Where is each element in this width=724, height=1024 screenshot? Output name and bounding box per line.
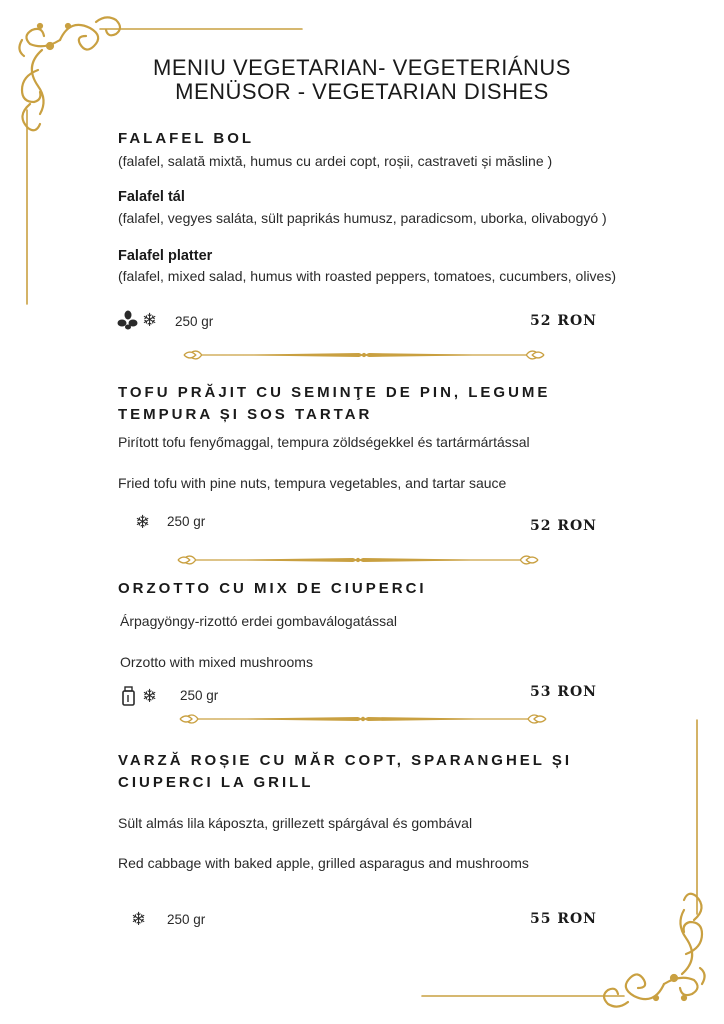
snowflake-icon: ❄ xyxy=(135,512,151,532)
dish-title: TOFU PRĂJIT CU SEMINŢE DE PIN, LEGUME TEMPURA ȘI SOS TARTAR xyxy=(118,384,551,423)
dish-weight: 250 gr xyxy=(175,314,214,329)
dish-weight: 250 gr xyxy=(180,688,219,703)
dish-title: ORZOTTO CU MIX DE CIUPERCI xyxy=(118,580,427,597)
dish-description-en: Orzotto with mixed mushrooms xyxy=(120,654,313,670)
dish-description-en: Fried tofu with pine nuts, tempura vegetables, and tartar sauce xyxy=(118,475,507,491)
dish-title-hu: Falafel tál xyxy=(118,189,185,205)
dish-description-hu: (falafel, vegyes saláta, sült paprikás humusz, paradicsom, uborka, olivabogyó ) xyxy=(118,210,607,226)
dish-title: VARZĂ ROȘIE CU MĂR COPT, SPARANGHEL ȘI CIUPERCI LA GRILL xyxy=(118,752,573,791)
page-title-line-2: MENÜSOR - VEGETARIAN DISHES xyxy=(175,79,549,104)
page-title-line-1: MENIU VEGETARIAN- VEGETERIÁNUS xyxy=(153,55,571,80)
dish-weight: 250 gr xyxy=(167,514,206,529)
dish-price: 55 RON xyxy=(530,911,597,927)
dish-price: 53 RON xyxy=(530,684,597,700)
separator-ornament xyxy=(182,348,546,362)
dish-description-hu: Sült almás lila káposzta, grillezett spárgával és gombával xyxy=(118,815,473,831)
dish-title: FALAFEL BOL xyxy=(118,130,255,147)
dish-description-en: Red cabbage with baked apple, grilled asparagus and mushrooms xyxy=(118,855,529,871)
milk-icon xyxy=(121,686,136,706)
dish-price: 52 RON xyxy=(530,518,597,534)
separator-ornament xyxy=(176,553,540,567)
dish-description-hu: Árpagyöngy-rizottó erdei gombaválogatással xyxy=(120,613,398,629)
dish-weight: 250 gr xyxy=(167,912,206,927)
separator-ornament xyxy=(178,712,548,726)
snowflake-icon: ❄ xyxy=(142,310,158,330)
dish-description-hu: Pirított tofu fenyőmaggal, tempura zöldségekkel és tartármártással xyxy=(118,434,530,450)
dish-title-en: Falafel platter xyxy=(118,248,213,264)
dish-price: 52 RON xyxy=(530,313,597,329)
dish-description-ro: (falafel, salată mixtă, humus cu ardei copt, roșii, castraveti și măsline ) xyxy=(118,153,553,169)
snowflake-icon: ❄ xyxy=(131,909,147,929)
seeds-icon xyxy=(117,310,139,330)
snowflake-icon: ❄ xyxy=(142,686,158,706)
dish-description-en: (falafel, mixed salad, humus with roasted peppers, tomatoes, cucumbers, olives) xyxy=(118,268,617,284)
